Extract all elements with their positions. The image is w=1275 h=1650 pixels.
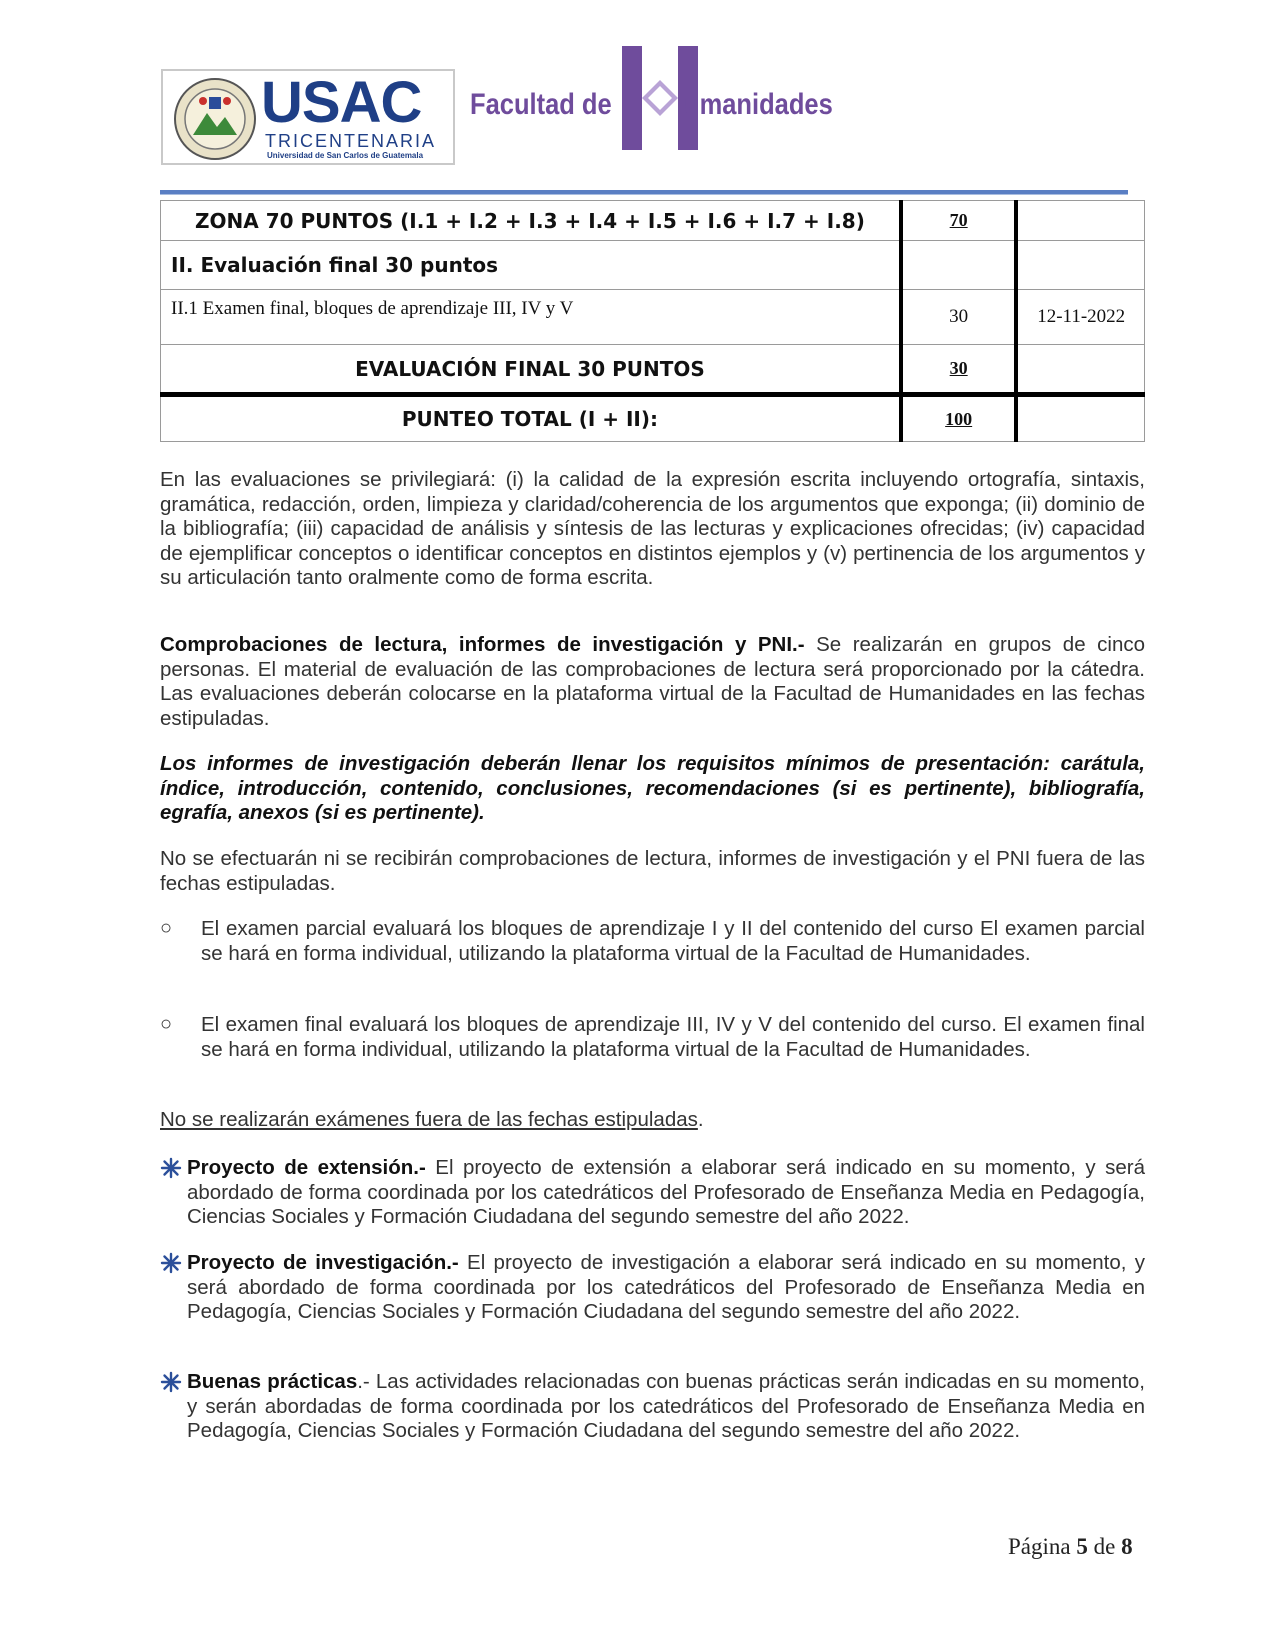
good-practices-item	[187, 1370, 1145, 1444]
usac-tricentenaria: TRICENTENARIA	[265, 131, 437, 151]
page-total: 8	[1121, 1534, 1133, 1559]
usac-university-name: Universidad de San Carlos de Guatemala	[267, 151, 424, 160]
usac-seal-icon	[173, 77, 257, 161]
extension-project-item	[187, 1156, 1145, 1230]
faculty-logo	[470, 46, 870, 152]
final-evaluation-label: EVALUACIÓN FINAL 30 PUNTOS	[161, 345, 901, 395]
bullet-circle-icon: ○	[160, 1013, 173, 1035]
reading-checks-text: Se realizarán en grupos de cinco personas. El material de evaluación de las comprobaciones de lectura será proporcionado por la cátedra. Las evaluaciones deberán colocarse en la plataforma virtual de la Facultad de Humanidades en las fechas estipuladas.	[160, 633, 1145, 730]
faculty-name-part2: umanidades	[684, 88, 833, 121]
page-of: de	[1093, 1534, 1116, 1559]
exam-final-points: 30	[901, 290, 1017, 345]
zona-points: 70	[949, 210, 968, 230]
total-score-points: 100	[945, 408, 973, 429]
table-row	[161, 290, 1145, 345]
research-project-item	[187, 1251, 1145, 1325]
total-score-label: PUNTEO TOTAL (I + II):	[161, 395, 901, 442]
page-current: 5	[1076, 1534, 1088, 1559]
table-row	[161, 201, 1145, 241]
good-practices-text: .- Las actividades relacionadas con buenas prácticas serán indicadas en su momento, y serán abordadas de forma coordinada por los catedráticos del Profesorado de Enseñanza Media en Pedagogía, Ciencias Sociales y Formación Ciudadana del segundo semestre del año 2022.	[187, 1370, 1145, 1443]
asterisk-bullet-icon	[160, 1252, 182, 1274]
research-project-text: El proyecto de investigación a elaborar será indicado en su momento, y será abordado de forma coordinada por los catedráticos del Profesorado de Enseñanza Media en Pedagogía, Ciencias Sociales y Formación Ciudadana del segundo semestre del año 2022.	[187, 1251, 1145, 1324]
asterisk-bullet-icon	[160, 1157, 182, 1179]
no-exams-period: .	[697, 1108, 704, 1131]
final-evaluation-points: 30	[949, 358, 968, 378]
no-exams-text: No se realizarán exámenes fuera de las fechas estipuladas	[160, 1108, 698, 1131]
zona-label: ZONA 70 PUNTOS (I.1 + I.2 + I.3 + I.4 + I.5 + I.6 + I.7 + I.8)	[161, 201, 901, 241]
usac-logo	[161, 69, 455, 165]
partial-exam-item: El examen parcial evaluará los bloques de aprendizaje I y II del contenido del curso El examen parcial se hará en forma individual, utilizando la plataforma virtual de la Facultad de Humanidades.	[201, 917, 1145, 965]
good-practices-heading: Buenas prácticas	[187, 1370, 358, 1393]
table-row	[161, 241, 1145, 290]
page-number	[1008, 1534, 1133, 1560]
research-project-heading: Proyecto de investigación.-	[187, 1251, 459, 1274]
report-requirements-paragraph: Los informes de investigación deberán llenar los requisitos mínimos de presentación: carátula, índice, introducción, contenido, conclusiones, recomendaciones (si es pertinente), bibliografía, egrafía, anexos (si es pertinente).	[160, 752, 1145, 825]
extension-project-heading: Proyecto de extensión.-	[187, 1156, 426, 1179]
asterisk-bullet-icon	[160, 1371, 182, 1393]
faculty-name-part1: Facultad de	[470, 88, 612, 121]
reading-checks-heading: Comprobaciones de lectura, informes de investigación y PNI.-	[160, 633, 805, 656]
extension-project-text: El proyecto de extensión a elaborar será indicado en su momento, y será abordado de forma coordinada por los catedráticos del Profesorado de Enseñanza Media en Pedagogía, Ciencias Sociales y Formación Ciudadana del segundo semestre del año 2022.	[187, 1156, 1146, 1229]
no-exams-notice	[160, 1108, 1145, 1133]
page-word: Página	[1008, 1534, 1071, 1559]
usac-wordmark: USAC	[261, 70, 422, 135]
grades-table	[160, 200, 1145, 442]
header-divider	[160, 190, 1128, 195]
evaluation-criteria-paragraph: En las evaluaciones se privilegiará: (i) la calidad de la expresión escrita incluyendo ortografía, sintaxis, gramática, redacción, orden, limpieza y claridad/coherencia de los argumentos que exponga; (ii) dominio de la bibliografía; (iii) capacidad de análisis y síntesis de las lecturas y explicaciones ofrecidas; (iv) capacidad de ejemplificar conceptos o identificar conceptos en distintos ejemplos y (v) pertinencia de los argumentos y su articulación tanto oralmente como de forma escrita.	[160, 468, 1145, 590]
deadline-notice-paragraph: No se efectuarán ni se recibirán comprobaciones de lectura, informes de investigación y el PNI fuera de las fechas estipuladas.	[160, 847, 1145, 895]
table-row	[161, 395, 1145, 442]
reading-checks-paragraph	[160, 633, 1145, 731]
table-row	[161, 345, 1145, 395]
final-exam-item: El examen final evaluará los bloques de aprendizaje III, IV y V del contenido del curso. El examen final se hará en forma individual, utilizando la plataforma virtual de la Facultad de Humanidades.	[201, 1013, 1145, 1061]
section-ii-label: II. Evaluación final 30 puntos	[161, 241, 901, 290]
bullet-circle-icon: ○	[160, 917, 173, 939]
exam-final-date: 12-11-2022	[1016, 290, 1144, 345]
exam-final-label: II.1 Examen final, bloques de aprendizaje III, IV y V	[161, 290, 901, 345]
